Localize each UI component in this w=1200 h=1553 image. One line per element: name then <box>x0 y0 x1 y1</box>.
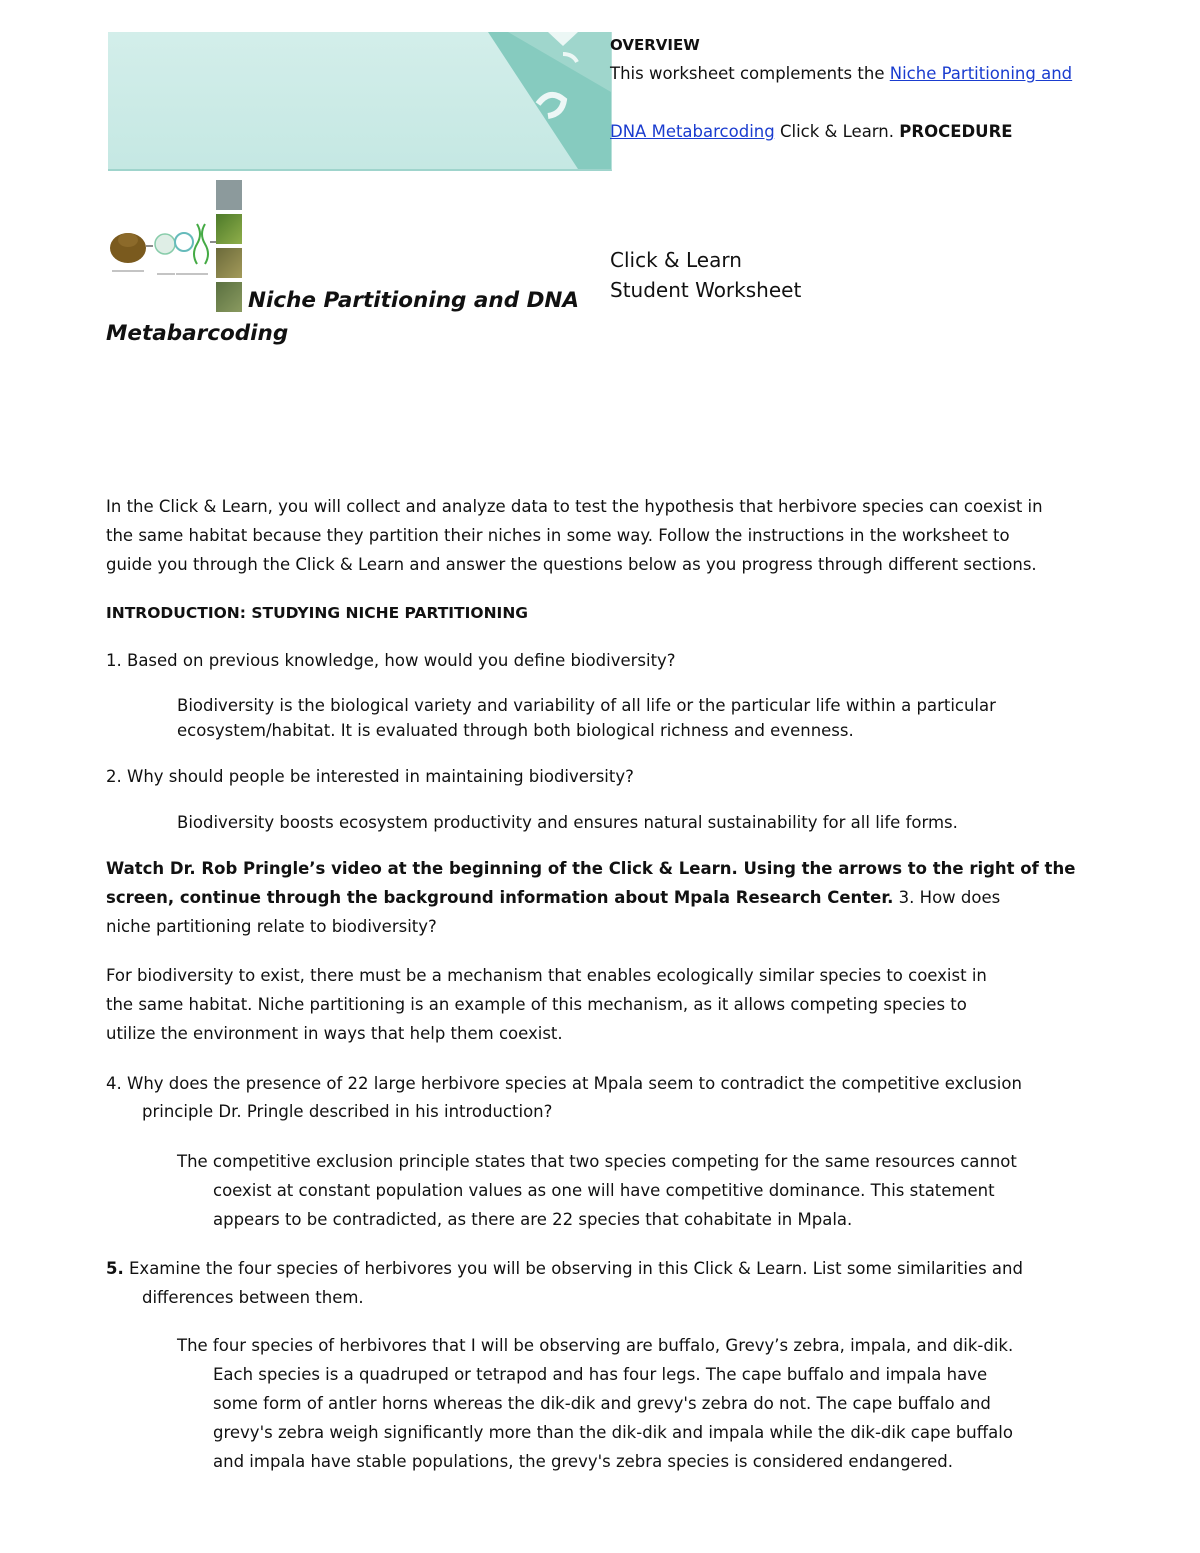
metabarcoding-diagram <box>108 176 248 311</box>
question-text: Examine the four species of herbivores you will be observing in this Click & Learn. List some similarities and <box>129 1259 1023 1278</box>
answer-5-line-1: The four species of herbivores that I will be observing are buffalo, Grevy’s zebra, impala, and dik-dik. <box>177 1336 1014 1355</box>
question-4-line-1 <box>106 1069 1022 1098</box>
section-heading: INTRODUCTION: STUDYING NICHE PARTITIONING <box>106 604 529 622</box>
species-photo-2 <box>216 214 242 244</box>
answer-3-line-2: the same habitat. Niche partitioning is an example of this mechanism, as it allows competing species to <box>106 995 967 1014</box>
answer-5-line-3: some form of antler horns whereas the dik-dik and grevy's zebra do not. The cape buffalo and <box>213 1394 991 1413</box>
intro-line-1: In the Click & Learn, you will collect and analyze data to test the hypothesis that herbivore species can coexist in <box>106 497 1043 516</box>
question-number: 2. <box>106 767 122 786</box>
question-1 <box>106 646 676 675</box>
overview-line-1: This worksheet complements the Niche Partitioning and <box>610 64 1073 83</box>
worksheet-title-line-2: Metabarcoding <box>106 321 289 346</box>
answer-3-line-3: utilize the environment in ways that help them coexist. <box>106 1024 563 1043</box>
question-text: How does <box>919 888 1001 907</box>
intro-line-3: guide you through the Click & Learn and answer the questions below as you progress through different sections. <box>106 555 1037 574</box>
question-number: 5. <box>106 1259 124 1278</box>
question-5-line-2: differences between them. <box>142 1288 364 1307</box>
banner-decoration <box>108 32 611 169</box>
answer-5-line-5: and impala have stable populations, the grevy's zebra species is considered endangered. <box>213 1452 954 1471</box>
answer-1-line-2: ecosystem/habitat. It is evaluated through both biological richness and evenness. <box>177 721 854 740</box>
watch-instruction-line-1: Watch Dr. Rob Pringle’s video at the beginning of the Click & Learn. Using the arrows to the right of the <box>106 859 1076 878</box>
question-number: 1. <box>106 651 122 670</box>
student-worksheet-label: Student Worksheet <box>610 278 802 302</box>
question-3-line-2: niche partitioning relate to biodiversity? <box>106 917 437 936</box>
answer-5-line-4: grevy's zebra weigh significantly more than the dik-dik and impala while the dik-dik cape buffalo <box>213 1423 1013 1442</box>
species-photo-4 <box>216 282 242 312</box>
question-5-line-1 <box>106 1254 1023 1283</box>
question-text: Why should people be interested in maintaining biodiversity? <box>127 767 634 786</box>
answer-5-line-2: Each species is a quadruped or tetrapod and has four legs. The cape buffalo and impala have <box>213 1365 988 1384</box>
answer-4-line-1: The competitive exclusion principle states that two species competing for the same resources cannot <box>177 1152 1017 1171</box>
watch-instruction-line-2: screen, continue through the background information about Mpala Research Center. 3. How does <box>106 888 1001 907</box>
answer-2: Biodiversity boosts ecosystem productivity and ensures natural sustainability for all life forms. <box>177 813 958 832</box>
niche-partitioning-link[interactable]: Niche Partitioning and <box>889 64 1073 83</box>
answer-4-line-2: coexist at constant population values as one will have competitive dominance. This statement <box>213 1181 995 1200</box>
click-learn-label: Click & Learn <box>610 248 742 272</box>
species-photo-3 <box>216 248 242 278</box>
question-number: 4. <box>106 1074 122 1093</box>
answer-3-line-1: For biodiversity to exist, there must be a mechanism that enables ecologically similar species to coexist in <box>106 966 987 985</box>
overview-label: OVERVIEW <box>610 36 700 54</box>
question-number: 3. <box>898 888 915 907</box>
species-photo-1 <box>216 180 242 210</box>
question-text: Why does the presence of 22 large herbivore species at Mpala seem to contradict the competitive exclusion <box>127 1074 1022 1093</box>
answer-1-line-1: Biodiversity is the biological variety and variability of all life or the particular life within a particular <box>177 696 996 715</box>
worksheet-title-line-1: Niche Partitioning and DNA <box>248 288 580 313</box>
overview-line-2: DNA Metabarcoding Click & Learn. PROCEDURE <box>610 122 1013 141</box>
answer-4-line-3: appears to be contradicted, as there are 22 species that cohabitate in Mpala. <box>213 1210 853 1229</box>
question-4-line-2: principle Dr. Pringle described in his introduction? <box>142 1102 553 1121</box>
dna-metabarcoding-link[interactable]: DNA Metabarcoding <box>610 122 775 141</box>
header-banner <box>108 32 612 171</box>
question-2 <box>106 762 634 791</box>
question-text: Based on previous knowledge, how would you define biodiversity? <box>127 651 676 670</box>
intro-line-2: the same habitat because they partition their niches in some way. Follow the instructions in the worksheet to <box>106 526 1010 545</box>
